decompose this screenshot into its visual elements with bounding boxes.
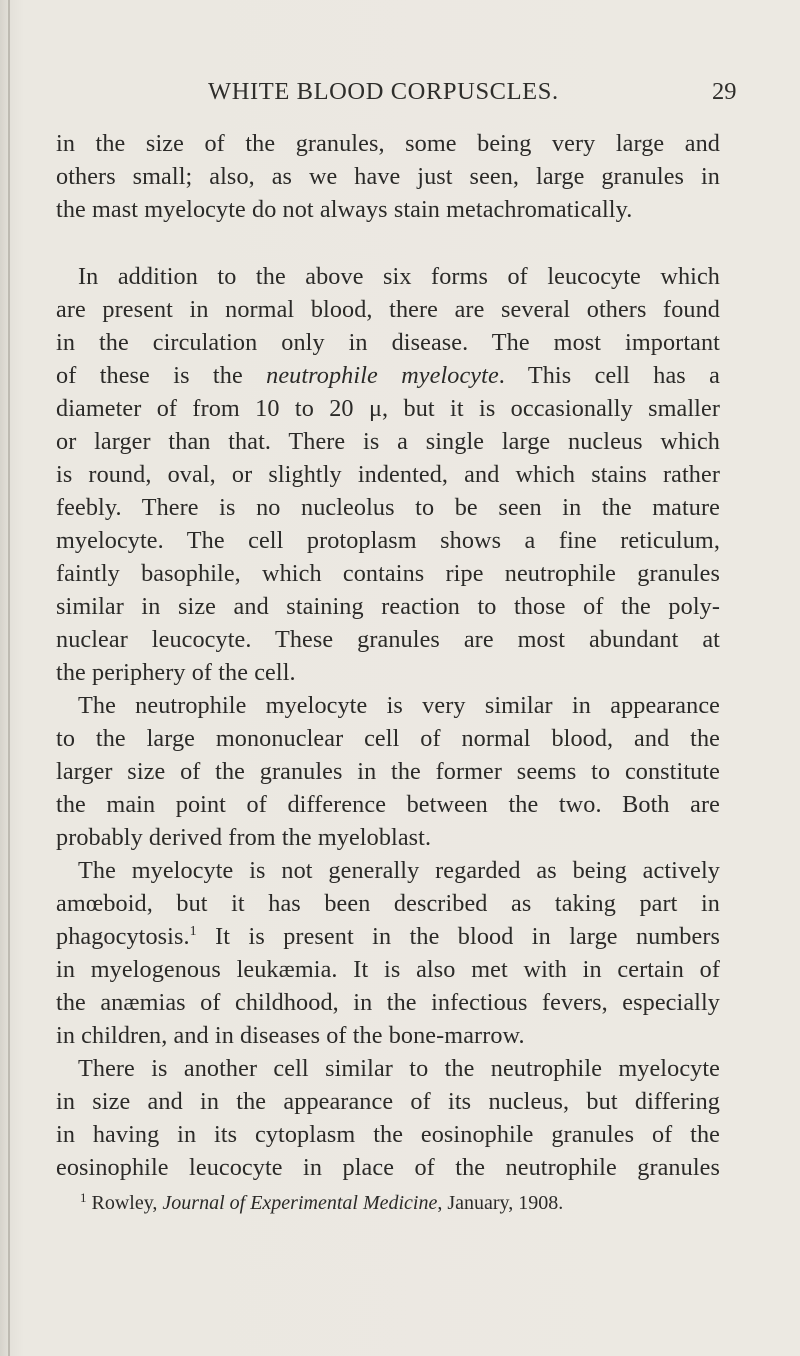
- text-line: In addition to the above six forms of leucocyte which: [78, 263, 720, 290]
- text-line: to the large mononuclear cell of normal blood, and the: [56, 725, 720, 752]
- text-line: nuclear leucocyte. These granules are most abundant at: [56, 626, 720, 653]
- italic-term: neutrophile myelocyte: [266, 362, 499, 389]
- text-line: others small; also, as we have just seen, large granules in: [56, 163, 720, 190]
- text-line: feebly. There is no nucleolus to be seen in the mature: [56, 494, 720, 521]
- text-line: diameter of from 10 to 20 μ, but it is occasionally smaller: [56, 395, 720, 422]
- text-line: larger size of the granules in the former seems to constitute: [56, 758, 720, 785]
- text-line: the mast myelocyte do not always stain metachromatically.: [56, 196, 633, 223]
- text-span: phagocytosis.: [56, 923, 190, 950]
- footnote: [80, 1190, 563, 1216]
- text-line: in children, and in diseases of the bone-marrow.: [56, 1022, 525, 1049]
- text-line: in the circulation only in disease. The most important: [56, 329, 720, 356]
- text-line: in size and in the appearance of its nucleus, but differing: [56, 1088, 720, 1115]
- text-line: faintly basophile, which contains ripe neutrophile granules: [56, 560, 720, 587]
- text-line: or larger than that. There is a single large nucleus which: [56, 428, 720, 455]
- text-line: in myelogenous leukæmia. It is also met with in certain of: [56, 956, 720, 983]
- page-number: 29: [712, 78, 737, 105]
- footnote-marker: 1: [80, 1190, 87, 1205]
- text-line: in the size of the granules, some being very large and: [56, 130, 720, 157]
- text-line: The myelocyte is not generally regarded as being actively: [78, 857, 720, 884]
- text-line: probably derived from the myeloblast.: [56, 824, 432, 851]
- text-line: amœboid, but it has been described as taking part in: [56, 890, 720, 917]
- text-line: similar in size and staining reaction to those of the poly-: [56, 593, 720, 620]
- text-line: the periphery of the cell.: [56, 659, 296, 686]
- running-head: WHITE BLOOD CORPUSCLES.: [208, 78, 559, 105]
- text-line: the main point of difference between the two. Both are: [56, 791, 720, 818]
- text-span: of these is the: [56, 362, 267, 389]
- text-line: are present in normal blood, there are several others found: [56, 296, 720, 323]
- footnote-journal: Journal of Experimental Medicine: [162, 1192, 438, 1214]
- text-line: There is another cell similar to the neutrophile myelocyte: [78, 1055, 720, 1082]
- text-line: The neutrophile myelocyte is very similar in appearance: [78, 692, 720, 719]
- text-span: . This cell has a: [498, 362, 720, 389]
- text-line-with-italic: [56, 360, 720, 392]
- text-line: in having in its cytoplasm the eosinophile granules of the: [56, 1121, 720, 1148]
- text-span: It is present in the blood in large numbers: [196, 923, 720, 950]
- footnote-author: Rowley,: [91, 1192, 163, 1214]
- text-line: eosinophile leucocyte in place of the neutrophile granules: [56, 1154, 720, 1181]
- text-line: is round, oval, or slightly indented, and which stains rather: [56, 461, 720, 488]
- text-line: myelocyte. The cell protoplasm shows a fine reticulum,: [56, 527, 720, 554]
- footnote-reference: 1: [189, 924, 197, 939]
- text-line: the anæmias of childhood, in the infectious fevers, especially: [56, 989, 720, 1016]
- footnote-date: , January, 1908.: [437, 1192, 564, 1214]
- text-line-with-footnote-ref: [56, 921, 720, 953]
- page-edge-shadow: [8, 0, 10, 1356]
- page-header: [0, 78, 800, 108]
